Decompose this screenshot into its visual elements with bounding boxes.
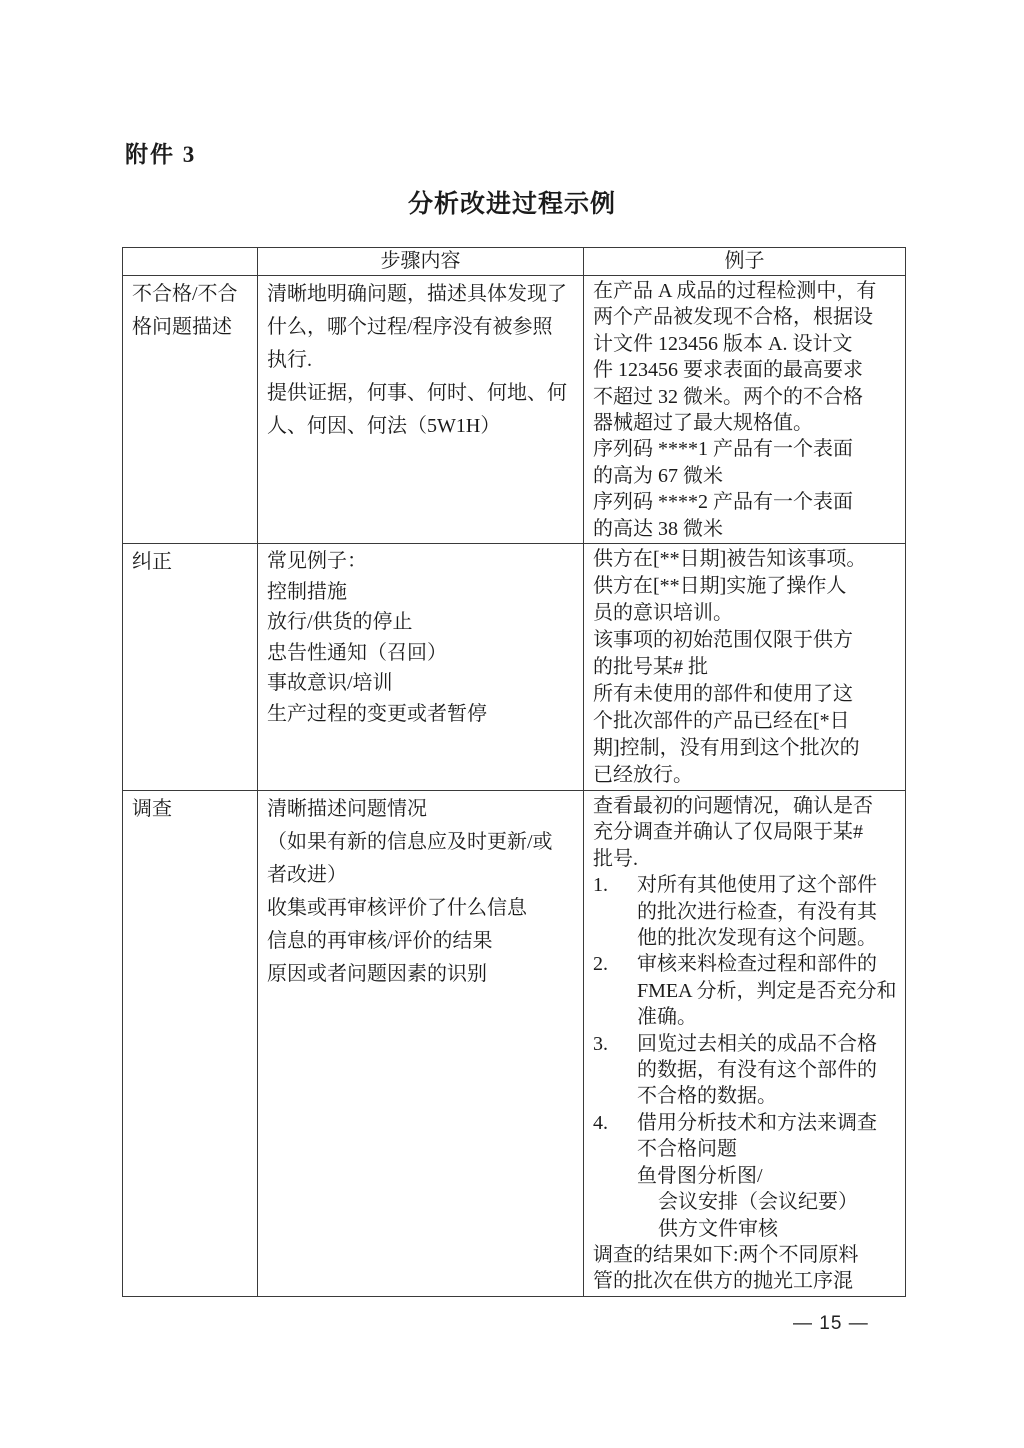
step-name-cell [123, 791, 258, 1297]
text-line: 供方在[**日期]实施了操作人 [593, 575, 847, 597]
text-line: 纠正 [132, 551, 172, 573]
step-name-cell [123, 544, 258, 791]
text-line: 的数据，有没有这个部件的 [637, 1059, 877, 1082]
text-line: 的高达 38 微米 [593, 517, 723, 540]
text-line: 计文件 123456 版本 A. 设计文 [593, 332, 853, 355]
text-line: 他的批次发现有这个问题。 [637, 927, 877, 950]
example-cell [584, 276, 906, 544]
text-line [593, 1031, 899, 1057]
example-cell [584, 544, 906, 791]
text-line: 执行. [267, 349, 312, 371]
text-line: 放行/供货的停止 [267, 611, 413, 633]
attachment-label: 附件 3 [125, 142, 197, 167]
step-content-cell [258, 544, 584, 791]
page-number: — 15 — [793, 1313, 869, 1334]
text-line: 所有未使用的部件和使用了这 [593, 683, 853, 705]
table-header-row [123, 248, 906, 276]
step-content-cell [258, 276, 584, 544]
text-line: 的批号某# 批 [593, 656, 708, 678]
text-line: 调查的结果如下:两个不同原料 [593, 1243, 859, 1266]
text-line: 管的批次在供方的抛光工序混 [593, 1270, 853, 1293]
text-line: 件 123456 要求表面的最高要求 [593, 359, 863, 382]
header-example: 例子 [584, 248, 906, 276]
text-line: 者改进） [267, 864, 347, 886]
page-title: 分析改进过程示例 [407, 191, 616, 218]
text-line: 供方在[**日期]被告知该事项。 [593, 548, 867, 570]
text-line: 收集或再审核评价了什么信息 [267, 897, 527, 919]
text-line: 充分调查并确认了仅局限于某# [593, 821, 863, 844]
list-text: 对所有其他使用了这个部件 [637, 874, 877, 897]
text-line: 序列码 ****1 产品有一个表面 [593, 438, 853, 461]
text-line: 器械超过了最大规格值。 [593, 412, 813, 435]
list-number: 2. [593, 953, 608, 976]
text-line: 查看最初的问题情况，确认是否 [593, 795, 873, 817]
text-line: 事故意识/培训 [267, 672, 393, 694]
step-content-cell [258, 791, 584, 1297]
text-line: 人、何因、何法（5W1H） [267, 415, 501, 437]
list-text: 回览过去相关的成品不合格 [637, 1032, 877, 1055]
text-line: FMEA 分析，判定是否充分和 [637, 979, 897, 1002]
text-line: 该事项的初始范围仅限于供方 [593, 629, 853, 651]
text-line: 常见例子： [267, 550, 367, 572]
step-name-cell [123, 276, 258, 544]
text-line: 不合格问题 [637, 1138, 737, 1161]
header-step-content: 步骤内容 [258, 248, 584, 276]
text-line: 清晰描述问题情况 [267, 798, 427, 820]
text-line: 原因或者问题因素的识别 [267, 963, 487, 985]
text-line: （如果有新的信息应及时更新/或 [267, 831, 553, 853]
process-table [122, 247, 906, 1297]
text-line [593, 951, 899, 977]
table-row-investigation [123, 791, 906, 1297]
text-line: 准确。 [637, 1006, 697, 1029]
text-line: 已经放行。 [593, 764, 693, 786]
table-row-correction [123, 544, 906, 791]
list-number: 4. [593, 1111, 608, 1134]
text-line: 生产过程的变更或者暂停 [267, 702, 487, 725]
text-line [593, 872, 899, 898]
text-line: 两个产品被发现不合格，根据设 [593, 306, 873, 329]
list-number: 3. [593, 1032, 608, 1055]
text-line: 序列码 ****2 产品有一个表面 [593, 491, 853, 514]
text-line: 不合格的数据。 [637, 1085, 777, 1108]
text-line: 供方文件审核 [658, 1217, 778, 1240]
text-line: 不合格/不合 [132, 283, 238, 305]
text-line: 期]控制，没有用到这个批次的 [593, 737, 860, 759]
list-text: 借用分析技术和方法来调查 [637, 1111, 877, 1134]
list-number: 1. [593, 874, 608, 897]
table-row-nonconformity [123, 276, 906, 544]
text-line: 在产品 A 成品的过程检测中，有 [593, 280, 877, 302]
text-line: 员的意识培训。 [593, 602, 733, 624]
header-step-name [123, 248, 258, 276]
text-line: 提供证据，何事、何时、何地、何 [267, 382, 567, 404]
text-line: 信息的再审核/评价的结果 [267, 930, 493, 952]
text-line: 鱼骨图分析图/ [637, 1164, 763, 1187]
text-line: 不超过 32 微米。两个的不合格 [593, 385, 863, 408]
text-line: 批号. [593, 847, 638, 870]
text-line: 忠告性通知（召回） [267, 641, 447, 664]
text-line: 的高为 67 微米 [593, 464, 723, 487]
text-line: 会议安排（会议纪要） [658, 1191, 858, 1214]
text-line: 调查 [132, 798, 172, 820]
text-line [593, 1110, 899, 1136]
text-line: 清晰地明确问题，描述具体发现了 [267, 283, 567, 305]
text-line: 格问题描述 [132, 316, 232, 338]
example-cell [584, 791, 906, 1297]
text-line: 个批次部件的产品已经在[*日 [593, 710, 850, 732]
list-text: 审核来料检查过程和部件的 [637, 953, 877, 976]
text-line: 的批次进行检查，有没有其 [637, 900, 877, 923]
text-line: 什么，哪个过程/程序没有被参照 [267, 316, 553, 338]
text-line: 控制措施 [267, 580, 347, 603]
